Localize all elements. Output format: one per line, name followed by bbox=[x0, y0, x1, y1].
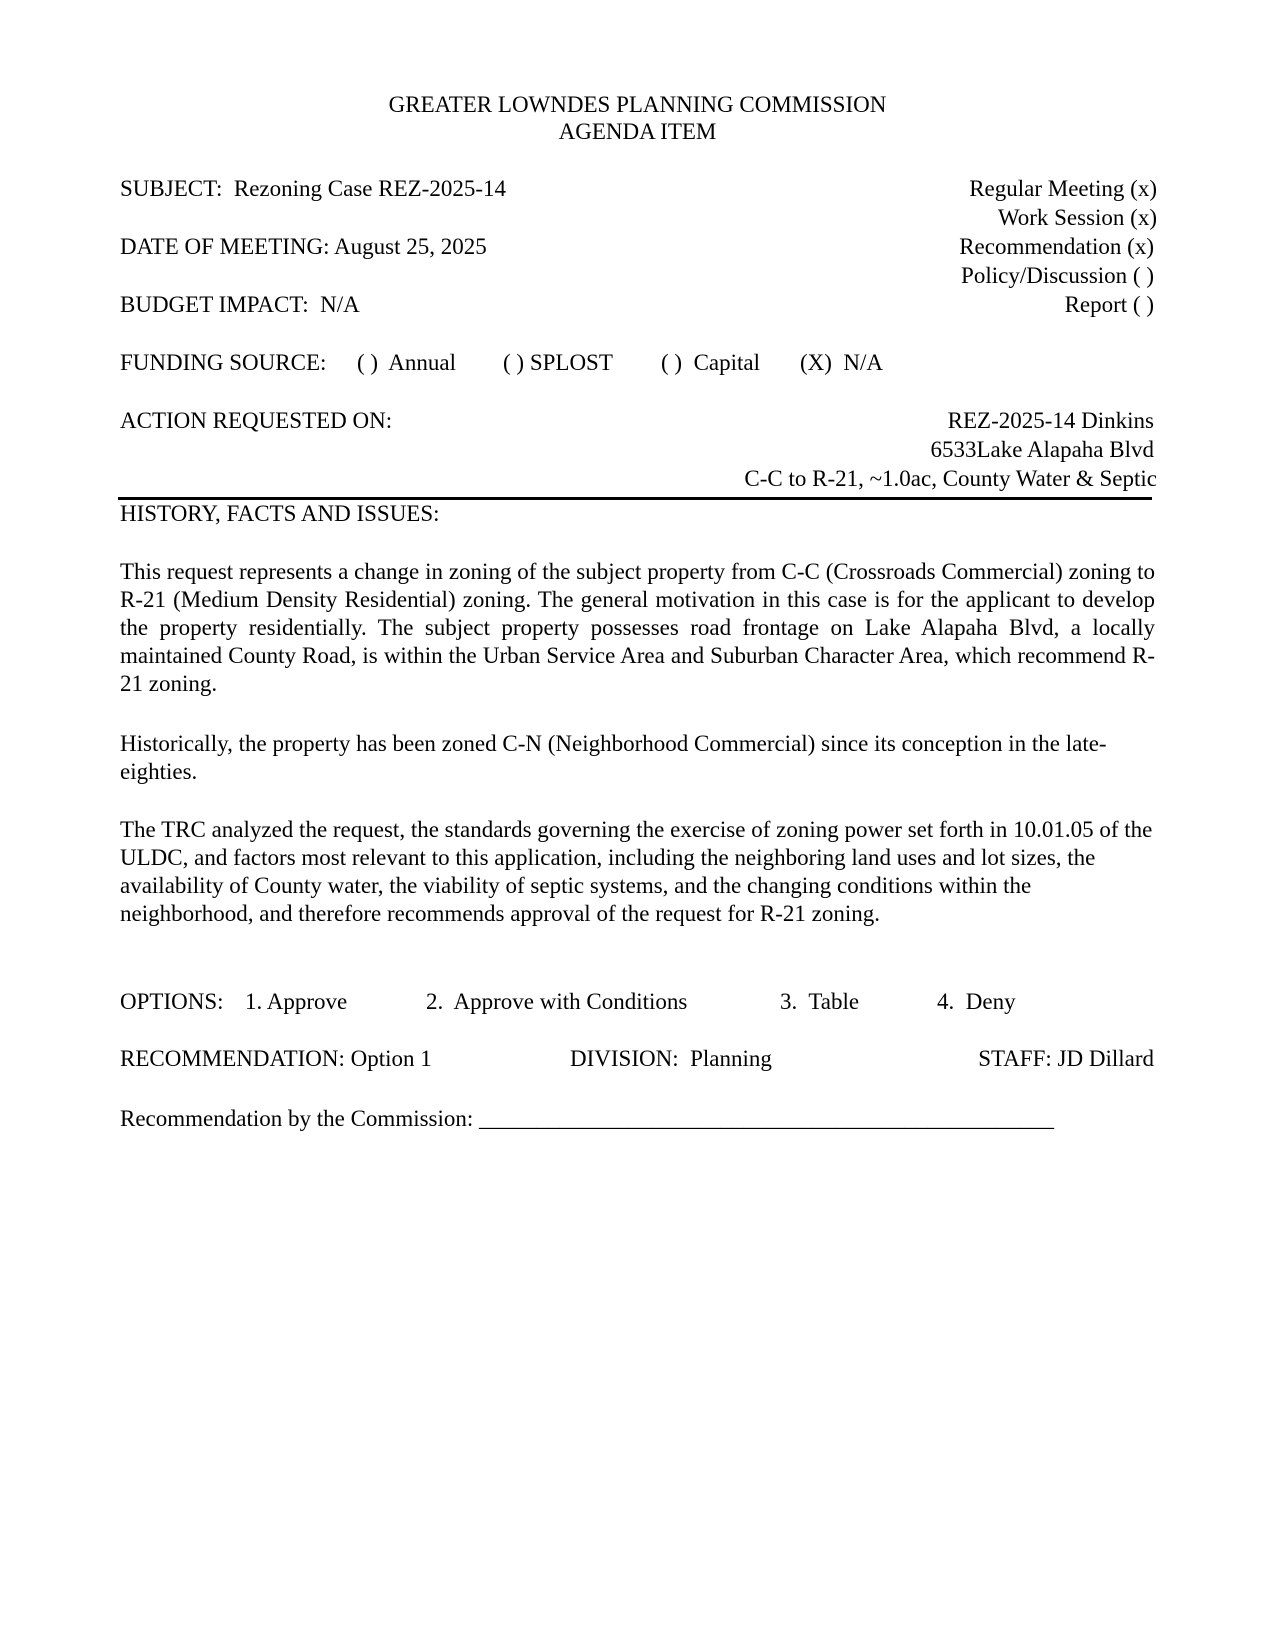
date-of-meeting-field: DATE OF MEETING: August 25, 2025 bbox=[120, 234, 487, 259]
history-paragraph-2: Historically, the property has been zoned C-N (Neighborhood Commercial) since its conception in the late-eighties. bbox=[120, 731, 1107, 784]
commission-title: GREATER LOWNDES PLANNING COMMISSION bbox=[388, 92, 887, 117]
funding-splost: ( ) SPLOST bbox=[503, 350, 613, 375]
funding-na: (X) N/A bbox=[800, 350, 884, 375]
case-zoning-summary: C-C to R-21, ~1.0ac, County Water & Septic bbox=[744, 466, 1157, 491]
commission-recommendation-label: Recommendation by the Commission: bbox=[120, 1106, 480, 1131]
funding-source-label: FUNDING SOURCE: bbox=[120, 350, 327, 375]
history-heading: HISTORY, FACTS AND ISSUES: bbox=[120, 501, 440, 526]
subject-field: SUBJECT: Rezoning Case REZ-2025-14 bbox=[120, 176, 506, 201]
meeting-type-work-session: Work Session (x) bbox=[997, 205, 1157, 230]
division-field: DIVISION: Planning bbox=[570, 1046, 772, 1071]
commission-signature-blank[interactable]: __________________________________________________ bbox=[479, 1106, 1055, 1131]
staff-field: STAFF: JD Dillard bbox=[978, 1046, 1154, 1071]
agenda-item-title: AGENDA ITEM bbox=[558, 119, 717, 144]
funding-annual: ( ) Annual bbox=[357, 350, 457, 375]
recommendation-field: RECOMMENDATION: Option 1 bbox=[120, 1046, 432, 1071]
action-requested-label: ACTION REQUESTED ON: bbox=[120, 408, 393, 433]
meeting-type-report: Report ( ) bbox=[1064, 292, 1154, 317]
history-paragraph-1: This request represents a change in zoning of the subject property from C-C (Crossroads Commercial) zoning to R-21 (Medium Density Residential) zoning. The general motivation in this case is for the applicant to develop the property residentially. The subject property possesses road frontage on Lake Alapaha Blvd, a locally maintained County Road, is within the Urban Service Area and Suburban Character Area, which recommend R-21 zoning. bbox=[120, 559, 1155, 696]
meeting-type-policy-discussion: Policy/Discussion ( ) bbox=[961, 263, 1154, 288]
commission-recommendation-line bbox=[120, 1105, 1054, 1133]
option-deny: 4. Deny bbox=[937, 989, 1016, 1014]
history-paragraph-3: The TRC analyzed the request, the standards governing the exercise of zoning power set forth in 10.01.05 of the ULDC, and factors most relevant to this application, including the neighboring land uses and lot sizes, the availability of County water, the viability of septic systems, and the changing conditions within the neighborhood, and therefore recommends approval of the request for R-21 zoning. bbox=[120, 817, 1153, 926]
meeting-type-recommendation: Recommendation (x) bbox=[959, 234, 1154, 259]
budget-impact-field: BUDGET IMPACT: N/A bbox=[120, 292, 360, 317]
option-table: 3. Table bbox=[780, 989, 860, 1014]
options-label: OPTIONS: bbox=[120, 989, 224, 1014]
case-number: REZ-2025-14 Dinkins bbox=[947, 408, 1154, 433]
funding-capital: ( ) Capital bbox=[661, 350, 760, 375]
option-approve: 1. Approve bbox=[245, 989, 348, 1014]
case-address: 6533Lake Alapaha Blvd bbox=[930, 437, 1154, 462]
meeting-type-regular: Regular Meeting (x) bbox=[969, 176, 1157, 201]
option-approve-with-conditions: 2. Approve with Conditions bbox=[426, 989, 688, 1014]
